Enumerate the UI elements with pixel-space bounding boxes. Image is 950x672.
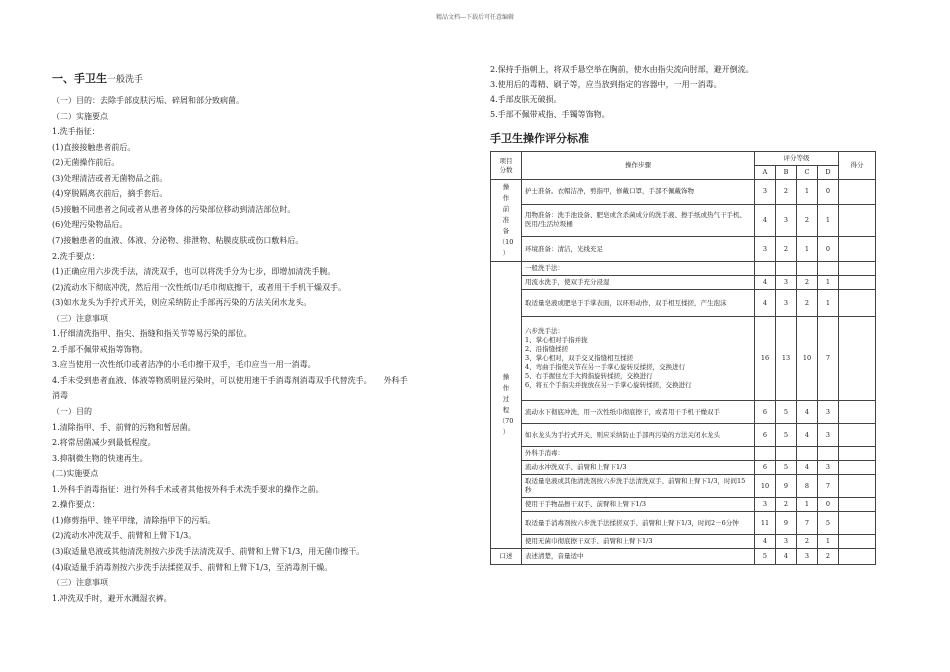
grade-cell: 6 [755,461,776,475]
section-title [52,70,143,86]
text-line: 3.抑制微生物的快速再生。 [52,453,148,463]
grade-cell: 1 [818,290,839,317]
grade-cell: 3 [755,498,776,512]
step-cell: 表述清楚，音量适中 [522,549,755,565]
step-cell: 外科手消毒： [522,447,755,461]
text-line: (3)处理清洁或者无菌物品之前。 [52,173,168,183]
table-row [491,535,876,549]
grade-cell: 3 [776,535,797,549]
score-cell [839,535,876,549]
grade-cell [776,262,797,276]
score-cell [839,237,876,262]
text-line: (4)取适量手消毒剂按六步洗手法揉搓双手、前臂和上臂下1/3，至消毒剂干燥。 [52,562,333,572]
text-line: 2.洗手要点： [52,251,100,261]
grade-cell: 4 [755,204,776,237]
grade-cell: 4 [776,549,797,565]
table-row [491,475,876,498]
grade-cell: 16 [755,317,776,401]
step-cell: 取适量皂液或其他清洗剂按六步洗手法清洗双手、前臂和上臂下1/3，时间15秒 [522,475,755,498]
text-line: （二）实施要点 [52,111,108,121]
page-header: 精品文档---下载后可任意编辑 [435,14,515,21]
table-row [491,237,876,262]
grade-cell [818,262,839,276]
text-line: 4.手部皮肤无破损。 [490,95,562,104]
section-title-sub: 一般洗手 [107,75,144,85]
step-cell: 用流水洗手，使双手充分浸湿 [522,276,755,290]
category-cell: 口述 [491,549,522,565]
category-cell: 操 作 过 程 （70 ） [491,262,522,549]
grade-cell: 2 [797,535,818,549]
grade-cell: 7 [818,475,839,498]
section-title-main: 一、手卫生 [52,72,107,85]
grade-cell [797,262,818,276]
text-line: (2)无菌操作前后。 [52,158,120,168]
table-row [491,204,876,237]
grade-cell: 5 [755,549,776,565]
table-row [491,317,876,401]
grade-cell: 0 [818,498,839,512]
grade-cell: 1 [797,498,818,512]
text-line: (4)穿脱隔离衣前后，摘手套后。 [52,189,168,199]
table-row [491,262,876,276]
text-line: (3)如水龙头为手拧式开关，则应采纳防止手部再污染的方法关闭水龙头。 [52,298,312,308]
grade-cell: 0 [818,180,839,205]
category-cell: 操 作 前 准 备 （10 ） [491,180,522,262]
grade-cell: 2 [776,237,797,262]
grade-cell: 5 [776,461,797,475]
text-line: 1.洗手指征： [52,127,100,137]
grade-cell: 6 [755,424,776,447]
grade-col-d: D [818,166,839,180]
grade-cell: 5 [776,401,797,424]
text-line: （一）目的 [52,407,92,416]
grade-cell: 4 [755,276,776,290]
text-line: （三）注意事项 [52,578,108,588]
text-line: 5.手部不佩带戒指、手镯等饰物。 [490,110,610,119]
grade-cell: 4 [755,290,776,317]
grade-cell: 4 [755,535,776,549]
score-cell [839,276,876,290]
step-cell: 取适量手消毒剂按六步洗手法揉搓双手、前臂和上臂下1/3，时间2－6分钟 [522,512,755,535]
grade-cell: 3 [776,290,797,317]
text-line: （一）目的：去除手部皮肤污垢、碎屑和部分致病菌。 [52,96,244,105]
grade-cell: 3 [776,204,797,237]
grade-cell: 2 [797,204,818,237]
text-line: (2)流动水冲洗双手、前臂和上臂下1/3。 [52,531,197,541]
text-line: (5)接触不同患者之间或者从患者身体的污染部位移动到清洁部位时。 [52,204,296,214]
table-row [491,447,876,461]
score-cell [839,461,876,475]
grade-cell: 7 [797,512,818,535]
grade-cell: 4 [797,401,818,424]
grade-col-b: B [776,166,797,180]
grade-cell: 2 [797,290,818,317]
text-line: 1.仔细清洗指甲、指尖、指缝和指关节等易污染的部位。 [52,329,252,339]
grade-cell: 3 [818,401,839,424]
step-cell: 使用干手物品擦干双手、前臂和上臂下1/3 [522,498,755,512]
score-table [490,151,876,565]
grade-cell: 3 [818,424,839,447]
text-line: 2.手部不佩带戒指等饰物。 [52,344,148,354]
text-line: (1)直接接触患者前后。 [52,142,136,152]
grade-cell: 9 [776,512,797,535]
grade-cell [755,447,776,461]
score-cell [839,262,876,276]
grade-cell: 2 [776,180,797,205]
grade-cell: 1 [818,535,839,549]
score-cell [839,317,876,401]
step-cell: 护士准备。衣帽洁净，剪指甲，修戴口罩，手部不佩戴饰物 [522,180,755,205]
grade-cell: 0 [818,237,839,262]
grade-cell: 3 [818,461,839,475]
table-row [491,498,876,512]
score-cell [839,498,876,512]
score-cell [839,180,876,205]
table-title: 手卫生操作评分标准 [490,132,589,145]
text-line: (2)流动水下彻底冲洗，然后用一次性纸巾/毛巾彻底擦干，或者用干手机干燥双手。 [52,282,347,292]
grade-cell: 3 [797,549,818,565]
text-line: (7)接触患者的血液、体液、分泌物、排泄物、粘膜皮肤或伤口敷料后。 [52,235,304,245]
text-line: 1.外科手消毒指征：进行外科手术或者其他按外科手术洗手要求的操作之前。 [52,484,324,494]
grade-cell: 2 [776,498,797,512]
grade-cell: 11 [755,512,776,535]
text-line: 2.保持手指朝上，将双手悬空举在胸前，使水由指尖流向肘部，避开倒流。 [490,65,754,74]
grade-cell: 5 [776,424,797,447]
step-cell: 取适量皂液或肥皂于手掌表面，以环形动作，双手相互揉搓，产生泡沫 [522,290,755,317]
grade-cell: 6 [755,401,776,424]
table-row [491,276,876,290]
text-line: (3)取适量皂液或其他清洗剂按六步洗手法清洗双手、前臂和上臂下1/3，用无菌巾擦干。 [52,546,365,556]
grade-cell: 8 [797,475,818,498]
grade-cell: 7 [818,317,839,401]
grade-cell: 3 [776,276,797,290]
table-row [491,461,876,475]
table-row [491,549,876,565]
grade-cell: 1 [797,237,818,262]
text-line: 1.冲洗双手时，避开水溅湿衣裤。 [52,593,172,603]
score-cell [839,290,876,317]
score-cell [839,512,876,535]
grade-cell [797,447,818,461]
text-line: 消毒 [52,391,68,401]
header-grade: 评分等级 [755,152,839,166]
score-cell [839,204,876,237]
table-row [491,424,876,447]
step-cell: 用物准备：洗手池设备、肥皂或含杀菌成分的洗手液、擦手纸或热气干手机、医用/生活垃圾桶 [522,204,755,237]
step-cell: 流动水下彻底冲洗，用一次性纸巾彻底擦干，或者用干手机干燥双手 [522,401,755,424]
grade-cell: 3 [755,237,776,262]
table-row [491,512,876,535]
step-cell: 一般洗手法： [522,262,755,276]
table-header-row [491,152,876,166]
text-line: 4.手未受到患者血液、体液等物质明显污染时，可以使用速干手消毒剂消毒双手代替洗手。 外科手 [52,375,408,385]
text-line: (1)修剪指甲、锉平甲缘，清除指甲下的污垢。 [52,515,216,525]
text-line: (6)处理污染物品后。 [52,220,128,230]
table-row [491,290,876,317]
score-cell [839,475,876,498]
grade-cell: 2 [797,276,818,290]
text-line: 2.将常居菌减少到最低程度。 [52,438,156,448]
grade-cell: 1 [818,276,839,290]
text-line: 3.应当使用一次性纸巾或者洁净的小毛巾擦干双手，毛巾应当一用一消毒。 [52,360,316,370]
step-cell: 环境准备：清洁，光线充足 [522,237,755,262]
text-line: 3.使用后的毒精、刷子等，应当放到指定的容器中，一用一消毒。 [490,80,722,89]
grade-cell: 4 [797,424,818,447]
grade-cell: 10 [797,317,818,401]
table-row [491,180,876,205]
score-cell [839,447,876,461]
score-cell [839,424,876,447]
header-item: 项目 分数 [491,152,522,180]
grade-cell [755,262,776,276]
grade-cell: 9 [776,475,797,498]
step-cell: 使用无菌巾彻底擦干双手、前臂和上臂下1/3 [522,535,755,549]
step-cell: 流动水冲洗双手、前臂和上臂下1/3 [522,461,755,475]
text-line: （三）注意事项 [52,313,108,323]
grade-cell: 5 [818,512,839,535]
text-line: 2.操作要点： [52,500,100,510]
text-line: (1)正确应用六步洗手法，清洗双手，也可以将洗手分为七步，即增加清洗手腕。 [52,267,336,277]
grade-cell [818,447,839,461]
score-cell [839,401,876,424]
score-cell [839,549,876,565]
step-cell: 六步洗手法： 1、掌心相对手指并拢 2、沿指缝揉搓 3、掌心相对，双手交叉指缝相互揉搓 4、弯曲手指使关节在另一手掌心旋转反揉搓，交换进行 5、右手握住左手大拇指旋转揉搓，交换进行 6、将五个手指尖并拢放在另一手掌心旋转揉搓，交换进行 [522,317,755,401]
text-line: 1.清除指甲、手、前臂的污物和暂居菌。 [52,422,196,432]
step-cell: 如水龙头为手拧式开关，则应采纳防止手部再污染的方法关闭水龙头 [522,424,755,447]
grade-cell: 1 [818,204,839,237]
grade-cell: 1 [797,180,818,205]
grade-cell: 13 [776,317,797,401]
grade-cell: 2 [818,549,839,565]
table-row [491,401,876,424]
header-score: 得分 [839,152,876,180]
grade-cell: 3 [755,180,776,205]
text-line: (二)实施要点 [52,469,99,479]
grade-cell: 4 [797,461,818,475]
header-steps: 操作步骤 [522,152,755,180]
grade-col-c: C [797,166,818,180]
grade-col-a: A [755,166,776,180]
grade-cell [776,447,797,461]
grade-cell: 10 [755,475,776,498]
